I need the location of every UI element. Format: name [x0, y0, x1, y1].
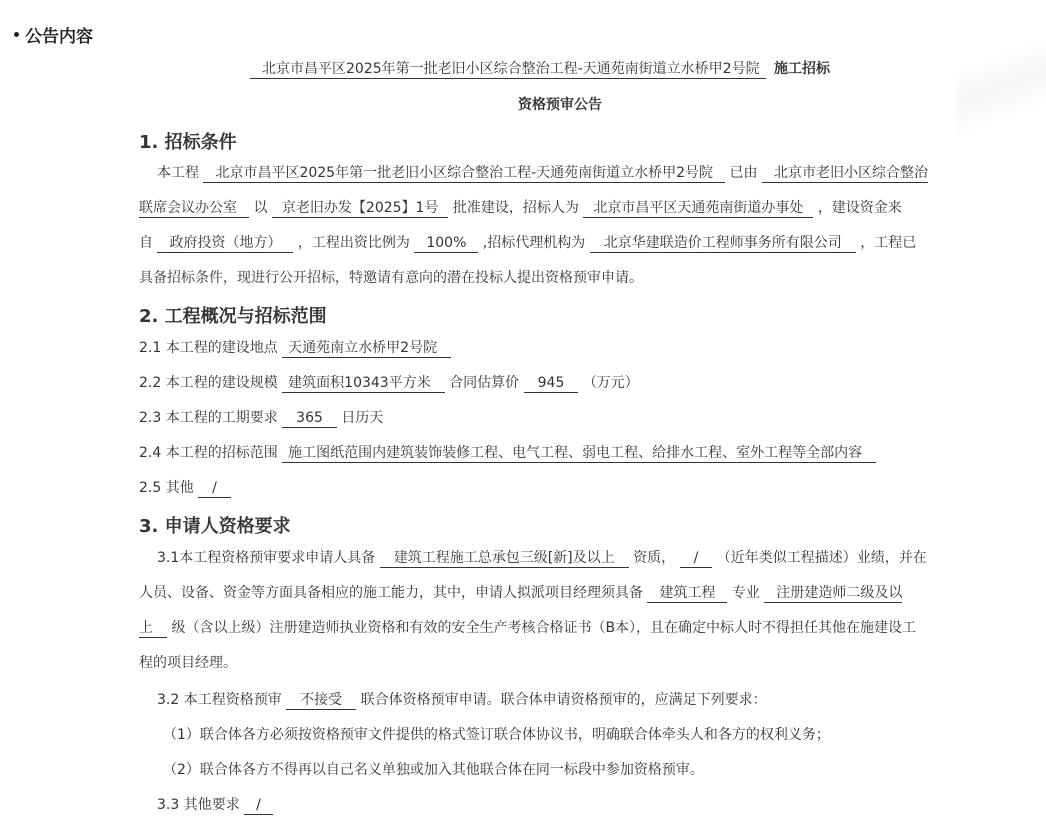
s3-para-5: 3.2 本工程资格预审 不接受 联合体资格预审申请。联合体申请资格预审的，应满足下列要求：: [157, 692, 767, 708]
bullet-icon: [14, 32, 19, 37]
s1-line-4: 具备招标条件，现进行公开招标，特邀请有意向的潜在投标人提出资格预审申请。: [139, 270, 643, 286]
item-2-1: 2.1 本工程的建设地点 天通苑南立水桥甲2号院: [139, 331, 984, 366]
s3-para-7: （2）联合体各方不得再以自己名义单独或加入其他联合体在同一标段中参加资格预审。: [163, 762, 704, 778]
item-2-3: 2.3 本工程的工期要求 365 日历天: [139, 410, 384, 426]
s1-line-3: 自 政府投资（地方） ，工程出资比例为 100% ,招标代理机构为 北京华建联造价工程师事务所有限公司 ，工程已: [139, 235, 917, 251]
heading-3: 3. 申请人资格要求: [139, 516, 291, 537]
s3-para-6: （1）联合体各方必须按资格预审文件提供的格式签订联合体协议书，明确联合体牵头人和各方的权利义务；: [163, 727, 830, 743]
s3-para-4: 程的项目经理。: [139, 655, 237, 671]
item-2-4: 2.4 本工程的招标范围 施工图纸范围内建筑装饰装修工程、电气工程、弱电工程、给排水工程、室外工程等全部内容: [139, 436, 984, 471]
project-name: 北京市昌平区2025年第一批老旧小区综合整治工程-天通苑南街道立水桥甲2号院: [250, 61, 766, 79]
section-header: [14, 22, 93, 47]
notice-subtitle: 资格预审公告: [518, 97, 602, 113]
s3-para-3: 上 级（含以上级）注册建造师执业资格和有效的安全生产考核合格证书（B本），且在确定中标人时不得担任其他在施建设工: [139, 620, 917, 636]
heading-2: 2. 工程概况与招标范围: [139, 306, 327, 327]
section-label: 公告内容: [25, 27, 93, 47]
s3-para-2: 人员、设备、资金等方面具备相应的施工能力，其中，申请人拟派项目经理须具备 建筑工程 专业 注册建造师二级及以: [139, 585, 903, 601]
s3-para-1: 3.1本工程资格预审要求申请人具备 建筑工程施工总承包三级[新]及以上 资质， / （近年类似工程描述）业绩，并在: [157, 550, 927, 566]
s1-line-2: 联席会议办公室 以 京老旧办发【2025】1号 批准建设，招标人为 北京市昌平区天通苑南街道办事处 ，建设资金来: [139, 200, 902, 216]
item-2-5: 2.5 其他 /: [139, 471, 984, 506]
s1-line-1: 本工程 北京市昌平区2025年第一批老旧小区综合整治工程-天通苑南街道立水桥甲2号院 已由 北京市老旧小区综合整治: [157, 165, 928, 181]
s3-para-8: 3.3 其他要求 /: [139, 788, 984, 823]
heading-1: 1. 招标条件: [139, 132, 237, 153]
corner-shadow: [956, 0, 1046, 140]
item-2-2: 2.2 本工程的建设规模 建筑面积10343平方米 合同估算价 945 （万元）: [139, 375, 639, 391]
title-suffix: 施工招标: [774, 61, 831, 77]
notice-title: [250, 58, 890, 79]
